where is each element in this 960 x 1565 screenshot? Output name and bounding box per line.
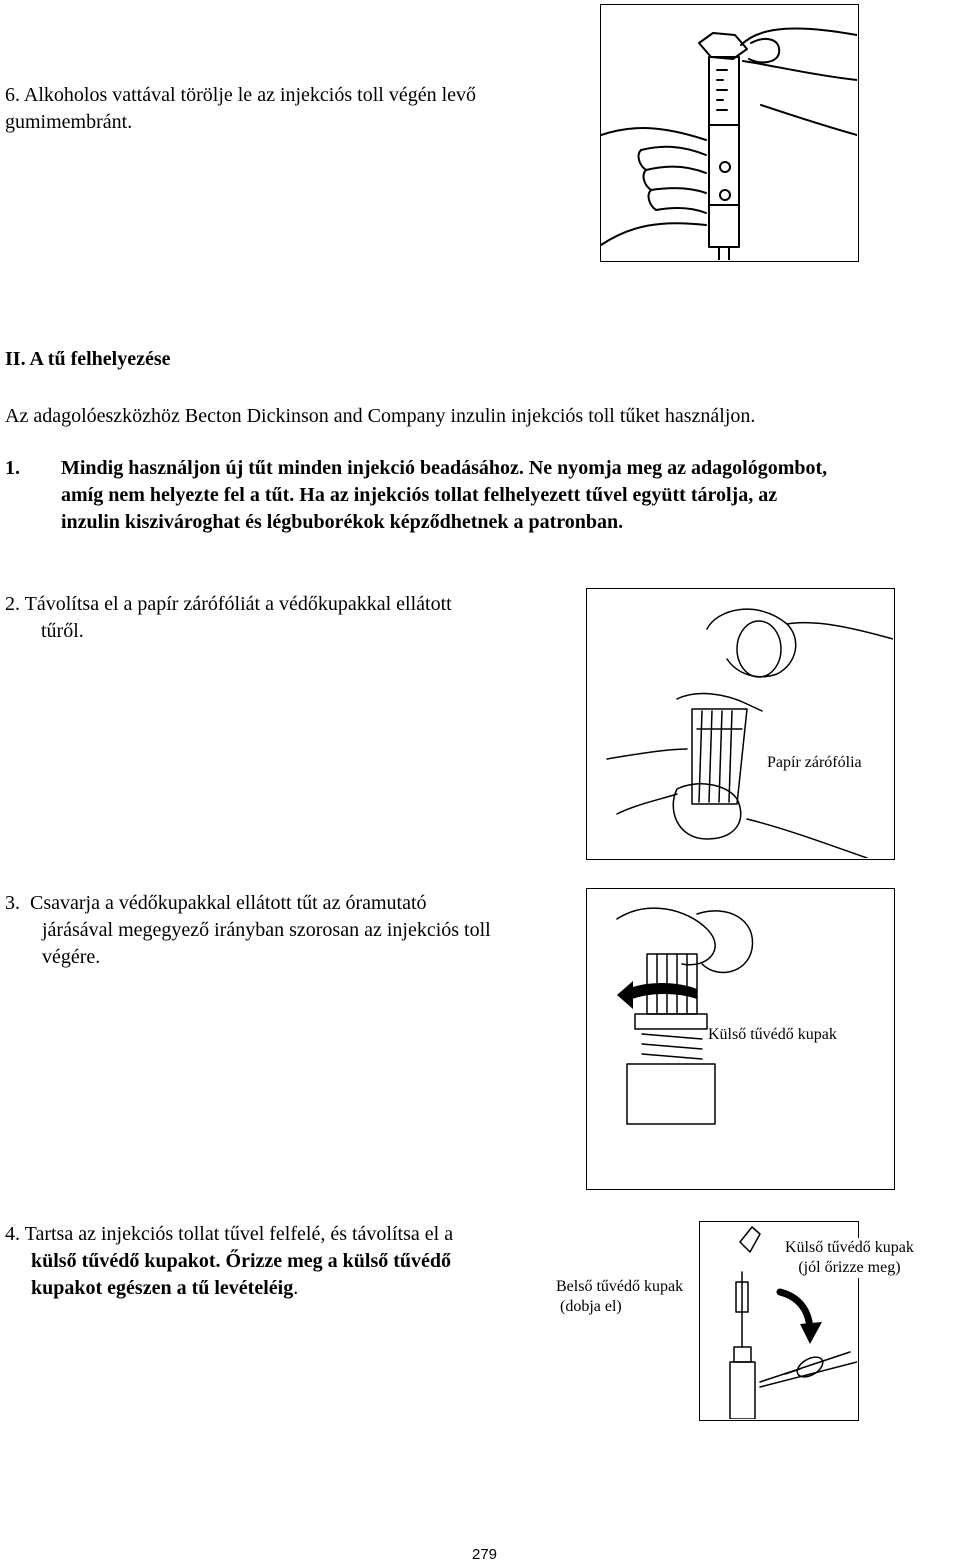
step6-line2: gumimembránt. bbox=[5, 111, 133, 133]
outer-cap-label-line2: (jól őrizze meg) bbox=[798, 1259, 901, 1276]
item3-line1: Csavarja a védőkupakkal ellátott tűt az óramutató bbox=[30, 892, 427, 914]
item1-text bbox=[61, 455, 956, 536]
item3-line3: végére. bbox=[42, 946, 101, 968]
figure-screw-needle bbox=[586, 888, 895, 1190]
wipe-membrane-illustration bbox=[601, 5, 857, 260]
item1-number: 1. bbox=[5, 457, 20, 479]
inner-cap-label-line1: Belső tűvédő kupak bbox=[556, 1278, 684, 1295]
outer-cap-label-fig4 bbox=[785, 1238, 914, 1278]
item1-line2: amíg nem helyezte fel a tűt. Ha az injekciós tollat felhelyezett tűvel együtt tárolja, az bbox=[61, 484, 778, 506]
item4-line3-tail: . bbox=[293, 1277, 299, 1299]
figure-remove-paper-seal bbox=[586, 588, 895, 860]
item2-line1: Távolítsa el a papír zárófóliát a védőkupakkal ellátott bbox=[24, 593, 452, 615]
paper-seal-illustration bbox=[587, 589, 893, 858]
item2-text bbox=[5, 591, 565, 645]
outer-cap-label-fig3: Külső tűvédő kupak bbox=[708, 1026, 837, 1043]
inner-cap-label-line2: (dobja el) bbox=[560, 1298, 622, 1315]
item3-text bbox=[5, 890, 585, 971]
item1-line1: Mindig használjon új tűt minden injekció beadásához. Ne nyomja meg az adagológombot, bbox=[61, 457, 828, 479]
item4-number: 4. bbox=[5, 1223, 20, 1245]
item2-number: 2. bbox=[5, 593, 20, 615]
figure-wipe-membrane bbox=[600, 4, 859, 262]
step6-number: 6. bbox=[5, 84, 20, 106]
page-number: 279 bbox=[472, 1546, 498, 1563]
section-heading: II. A tű felhelyezése bbox=[5, 348, 171, 370]
section-intro: Az adagolóeszközhöz Becton Dickinson and Company inzulin injekciós toll tűket használjon. bbox=[5, 405, 756, 427]
item2-line2: tűről. bbox=[41, 620, 84, 642]
item4-text bbox=[5, 1221, 550, 1302]
item1-line3: inzulin kiszivároghat és légbuborékok képződhetnek a patronban. bbox=[61, 511, 624, 533]
step6-text bbox=[5, 82, 585, 136]
item3-number: 3. bbox=[5, 892, 20, 914]
paper-seal-label: Papír zárófólia bbox=[767, 754, 862, 771]
inner-cap-label bbox=[556, 1277, 683, 1317]
item4-line2: külső tűvédő kupakot. Őrizze meg a külső tűvédő bbox=[31, 1250, 452, 1272]
step6-line1: Alkoholos vattával törölje le az injekciós toll végén levő bbox=[23, 84, 477, 106]
item4-line3-bold: kupakot egészen a tű levételéig bbox=[31, 1277, 294, 1299]
item3-line2: járásával megegyező irányban szorosan az injekciós toll bbox=[42, 919, 491, 941]
outer-cap-label-line1: Külső tűvédő kupak bbox=[785, 1239, 914, 1256]
item4-line1: Tartsa az injekciós tollat tűvel felfelé, és távolítsa el a bbox=[24, 1223, 454, 1245]
